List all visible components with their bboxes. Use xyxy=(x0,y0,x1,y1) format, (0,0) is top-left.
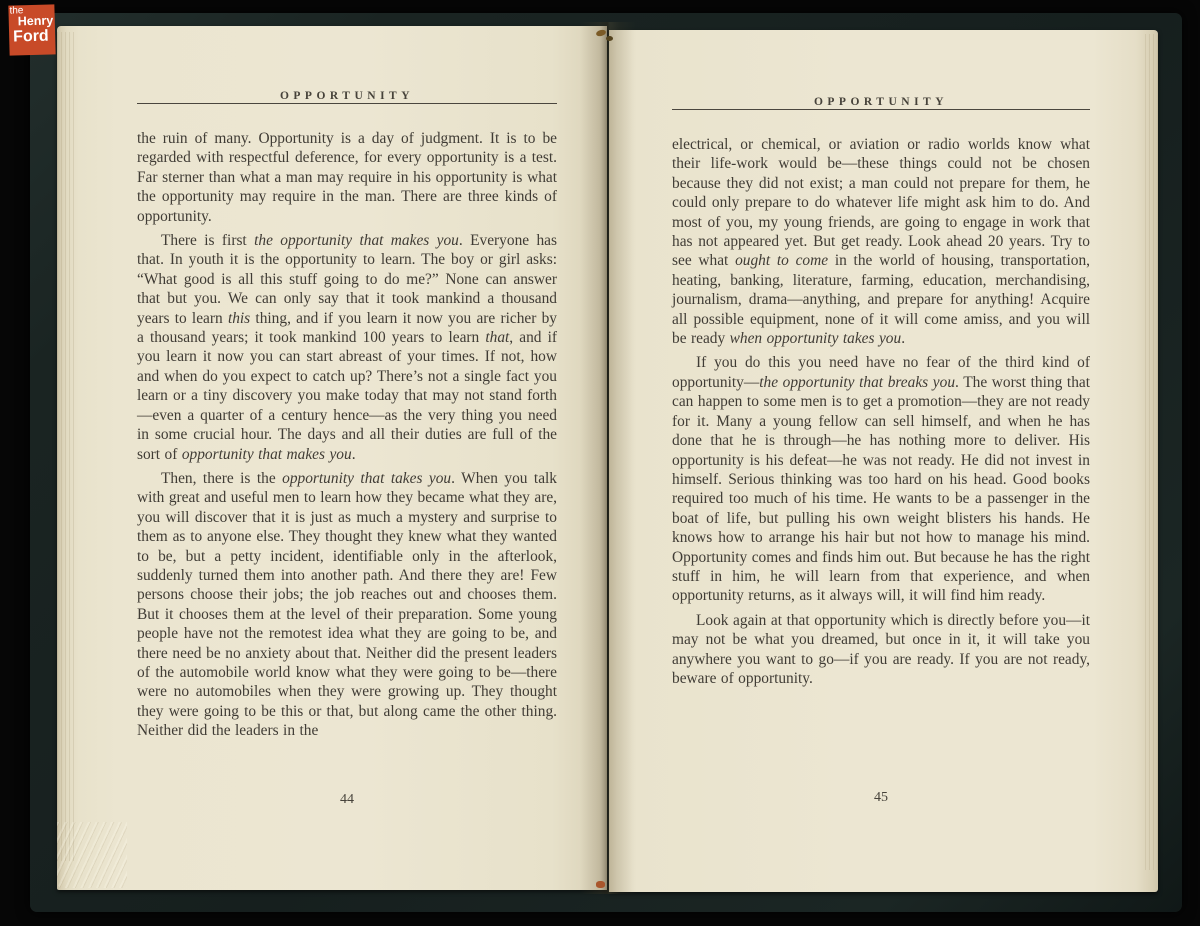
left-page-body xyxy=(137,129,557,741)
logo-text-henry: Henry xyxy=(17,13,54,29)
page-edge-stack-right xyxy=(1142,34,1158,870)
left-page xyxy=(57,26,607,890)
page-number-right: 45 xyxy=(874,790,888,805)
left-page-text-column xyxy=(137,90,557,746)
paragraph: There is first the opportunity that makes you. Everyone has that. In youth it is the opportunity to learn. The boy or girl asks: “What good is all this stuff going to do me?” None can answer that but you. We can only say that it took mankind a thousand years to learn this thing, and if you learn it now you are richer by a thousand years; it took mankind 100 years to learn that, and if you learn it now you can start abreast of your times. If not, how and when do you expect to catch up? There’s not a single fact you learn or a tiny discovery you make today that may not stand forth—even a quarter of a century hence—as the very thing you need in some crucial hour. The days and all their duties are full of the sort of opportunity that makes you. xyxy=(137,232,558,463)
headband xyxy=(596,881,605,888)
page-edge-stack-left xyxy=(57,32,75,861)
paragraph: If you do this you need have no fear of the third kind of opportunity—the opportunity that breaks you. The worst thing that can happen to some men is to get a promotion—they are not ready for it. Many a young fellow can sell himself, and when he has done that he is through—he has nothing more to deliver. His opportunity is his defeat—he was not ready. He did not invest in himself. Serious thinking was too hard on his head. Good books required too much of his time. He wants to be a passenger in the boat of life, but pulling his own weight blisters his hands. He knows how to arrange his hair but not how to manage his mind. Opportunity comes and finds him out. But because he has the right stuff in him, he will learn from that experience, and when opportunity returns, as it always will, it will find him ready. xyxy=(672,354,1090,605)
binding-thread xyxy=(606,36,613,41)
paragraph: electrical, or chemical, or aviation or radio worlds know what their life-work would be—these things could not be chosen because they did not exist; a man could not prepare for them, he could only prepare to do whatever life might ask him to do. And most of you, my young friends, are going to engage in work that has not appeared yet. But get ready. Look ahead 20 years. Try to see what ought to come in the world of housing, transportation, heating, banking, literature, farming, education, merchandising, journalism, drama—anything, and prepare for anything! Acquire all possible equipment, none of it will come amiss, and you will be ready when opportunity takes you. xyxy=(672,136,1090,348)
page-stack-corner xyxy=(57,822,127,888)
page-number-left: 44 xyxy=(340,792,354,807)
henry-ford-logo xyxy=(8,4,55,55)
running-header-right: OPPORTUNITY xyxy=(672,96,1090,110)
paragraph: the ruin of many. Opportunity is a day of judgment. It is to be regarded with respectful deference, for every opportunity is a test. Far sterner than what a man may require in his opportunity is what the opportunity may require in the man. There are three kinds of opportunity. xyxy=(137,130,557,225)
logo-text-the: the xyxy=(9,5,24,17)
logo-text-ford: Ford xyxy=(12,27,49,46)
paragraph: Look again at that opportunity which is directly before you—it may not be what you dreamed, but once in it, it will take you anywhere you want to go—if you are ready. If you are not ready, beware of opportunity. xyxy=(672,611,1090,687)
paragraph: Then, there is the opportunity that takes you. When you talk with great and useful men to learn how they became what they are, you will discover that it is just as much a mystery and surprise to them as to anyone else. They thought they knew what they wanted to be, but a petty incident, identifiable only in the afterlook, suddenly turned them into another path. And there they are! Few persons choose their jobs; the job reaches out and chooses them. But it chooses them at the level of their preparation. Some young people have not the remotest idea what they are going to be, and there need be no anxiety about that. Neither did the present leaders of the automobile world know what they were going to be—there were no automobiles when they were growing up. They thought they were going to be this or that, but along came the other thing. Neither did the leaders in the xyxy=(137,469,558,740)
right-page-body xyxy=(672,135,1090,688)
right-page xyxy=(609,30,1158,892)
running-header-left: OPPORTUNITY xyxy=(137,90,557,104)
right-page-text-column xyxy=(672,96,1090,693)
